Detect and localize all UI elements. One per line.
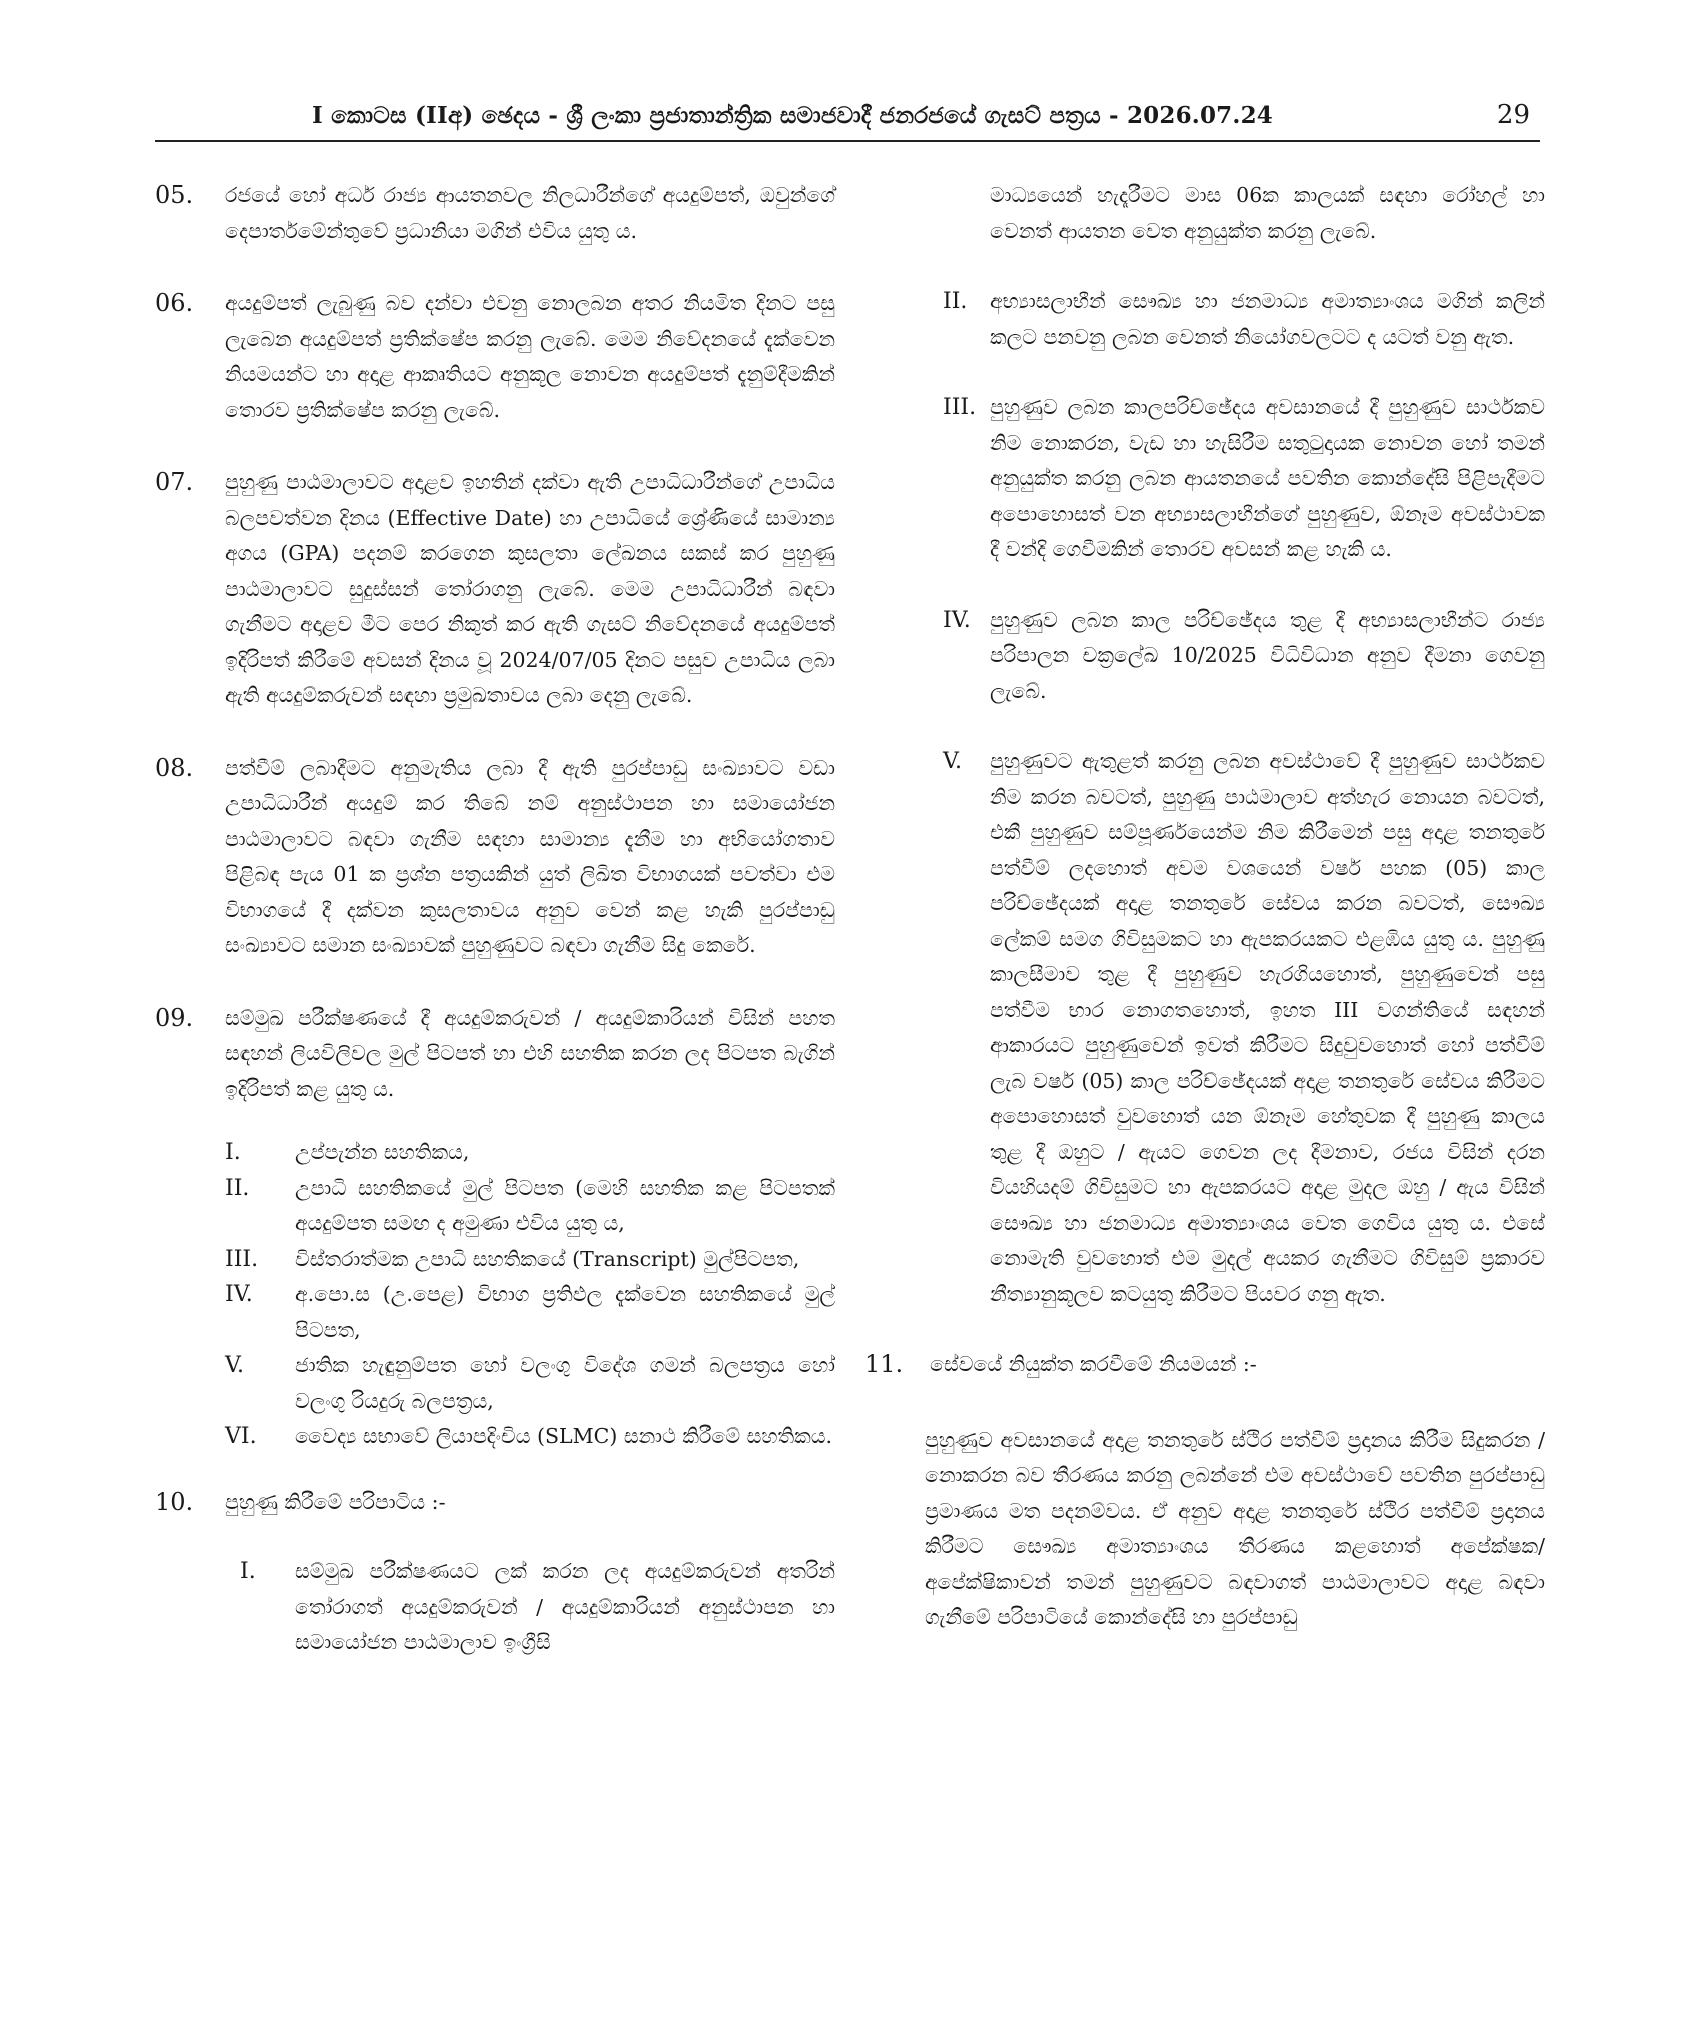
list-item-number: V. [225,1353,245,1378]
list-item-text: වෛද්‍ය සභාවේ ලියාපදිංචිය (SLMC) සනාථ කිරීමේ සහතිකය. [295,1424,833,1448]
clause-11 [865,1347,1545,1636]
clause-heading: පුහුණු කිරීමේ පරිපාටිය :- [225,1489,446,1514]
gazette-header-title: I කොටස (IIඅ) ඡෙදය - ශ්‍රී ලංකා ප්‍රජාතාන්ත්‍රික සමාජවාදී ජනරජයේ ගැසට් පත්‍රය - 2026.07.24 [311,102,1274,129]
list-item [225,1348,835,1419]
list-item-number: I. [240,1559,256,1584]
list-item-number: V. [943,749,963,774]
clause-07 [155,465,835,714]
list-item-number: III. [943,395,977,420]
page-header [155,100,1540,142]
list-item-text: විස්තරාත්මක උපාධි සහතිකයේ (Transcript) මුල්පිටපත, [295,1246,800,1271]
list-item-number: III. [225,1246,259,1272]
list-item-number: I. [225,1140,241,1165]
list-item-number: IV. [943,607,971,633]
right-column [865,178,1545,1673]
list-item-text: සම්මුඛ පරීක්ෂණයට ලක් කරන ලද අයදුම්කරුවන් අතරින් තෝරාගත් අයදුම්කරුවන් / අයදුම්කාරියන් අනුස්ථාපන හා සමායෝජන පාඨමාලාව ඉංග්‍රීසි [295,1559,835,1654]
clause-number: 08. [155,753,194,782]
left-column [155,178,835,1698]
clause-number: 10. [155,1487,194,1516]
list-item-text: අභ්‍යාසලාභීන් සෞඛ්‍ය හා ජනමාධ්‍ය අමාත්‍යාංශය මගින් කලින් කලට පනවනු ලබන වෙනත් නියෝගවලටට ද යටත් වනු ඇත. [990,289,1545,349]
clause-10-continued: මාධ්‍යයෙන් හැදෑරීමට මාස 06ක කාලයක් සඳහා රෝහල් හා වෙනත් ආයතන වෙත අනුයුක්ත කරනු ලැබේ. [990,183,1545,243]
clause-text: පුහුණු පාඨමාලාවට අදාළව ඉහතින් දක්වා ඇති උපාධිධාරීන්ගේ උපාධිය බලපවත්වන දිනය (Effective Date) හා උපාධියේ ශ්‍රේණියේ සාමාන්‍ය අගය (GPA) පදනම් කරගෙන කුසලතා ලේඛනය සකස් කර පුහුණු පාඨමාලාවට සුදුස්සන් තෝරාගනු ලැබේ. මෙම උපාධිධාරීන් බඳවා ගැනීමට අදාළව මීට පෙර නිකුත් කර ඇති ගැසට් නිවේදනයේ අයදුම්පත් ඉදිරිපත් කිරීමේ අවසන් දිනය වූ 2024/07/05 දිනට පසුව උපාධිය ලබා ඇති අයදුම්කරුවන් සඳහා ප්‍රමුඛතාවය ලබා දෙනු ලැබේ. [225,470,835,707]
clause-number: 07. [155,468,194,496]
list-item [225,1171,835,1242]
clause-number: 11. [865,1350,904,1378]
clause-08 [155,751,835,964]
clause-05 [155,178,835,249]
clause-text: රජයේ හෝ අර්ධ රාජ්‍ය ආයතනවල නිලධාරීන්ගේ අයදුම්පත්, ඔවුන්ගේ දෙපාර්තමේන්තුවේ ප්‍රධානියා මගින් එවිය යුතු ය. [225,183,835,243]
clause-06 [155,286,835,428]
list-item-text: පුහුණුව ලබන කාලපරිච්ඡේදය අවසානයේ දී පුහුණුව සාර්ථකව නිම නොකරන, වැඩ හා හැසිරීම සතුටුදායක නොවන හෝ තමන් අනුයුක්ත කරනු ලබන ආයතනයේ පවතින කොන්දේසි පිළිපැදීමට අපොහොසත් වන අභ්‍යාසලාභීන්ගේ පුහුණුව, ඕනෑම අවස්ථාවක දී වන්දි ගෙවීමකින් තොරව අවසන් කළ හැකි ය. [990,395,1545,561]
list-item-number: IV. [225,1282,253,1307]
clause-heading: සේවයේ නියුක්ත කරවීමේ නියමයන් :- [930,1352,1257,1376]
clause-number: 06. [155,289,194,317]
list-item-number: VI. [225,1424,257,1449]
list-item [865,744,1545,1312]
list-item [225,1554,835,1661]
page-number: 29 [1496,100,1530,130]
clause-text: අයදුම්පත් ලැබුණු බව දන්වා එවනු නොලබන අතර නියමිත දිනට පසු ලැබෙන අයදුම්පත් ප්‍රතික්ෂේප කරනු ලැබේ. මෙම නිවේදනයේ දැක්වෙන නියමයන්ට හා අදාළ ආකෘතියට අනුකූල නොවන අයදුම්පත් දැනුම්දීමකින් තොරව ප්‍රතික්ෂේප කරනු ලැබේ. [225,291,835,422]
list-item [865,603,1545,710]
list-item [225,1419,835,1455]
list-item-text: අ.පො.ස (උ.පෙළ) විභාග ප්‍රතිඵල දැක්වෙන සහතිකයේ මුල් පිටපත, [295,1282,835,1342]
list-item-number: II. [225,1175,250,1201]
clause-text: පත්වීම් ලබාදීමට අනුමැතිය ලබා දී ඇති පුරප්පාඩු සංඛ්‍යාවට වඩා උපාධිධාරීන් අයදුම් කර තිබේ නම් අනුස්ථාපන හා සමායෝජන පාඨමාලාවට බඳවා ගැනීම සඳහා සාමාන්‍ය දැනීම හා අභියෝගතාව පිළිබඳ පැය 01 ක ප්‍රශ්න පත්‍රයකින් යුත් ලිඛිත විභාගයක් පවත්වා එම විභාගයේ දී දක්වන කුසලතාවය අනුව වෙන් කළ හැකි පුරප්පාඩු සංඛ්‍යාවට සමාන සංඛ්‍යාවක් පුහුණුවට බඳවා ගැනීම සිදු කෙරේ. [225,755,835,957]
clause-10 [155,1485,835,1661]
clause-09 [155,1001,835,1455]
clause-text: පුහුණුව අවසානයේ අදාළ තනතුරේ ස්ථිර පත්වීම් ප්‍රදානය කිරීම සිදුකරන / නොකරන බව තීරණය කරනු ලබන්නේ එම අවස්ථාවේ පවතින පුරප්පාඩු ප්‍රමාණය මත පදනම්වය. ඒ අනුව අදාළ තනතුරේ ස්ථිර පත්වීම් ප්‍රදානය කිරීමට සෞඛ්‍ය අමාත්‍යාංශය තීරණය කළහොත් අපේක්ෂක/ අපේක්ෂිකාවන් තමන් පුහුණුවට බඳවාගත් පාඨමාලාවට අදාළ බඳවා ගැනීමේ පරිපාටියේ කොන්දේසි හා පුරප්පාඩු [925,1427,1545,1629]
list-item [865,284,1545,355]
list-item [225,1135,835,1171]
list-item-text: පුහුණුව ලබන කාල පරිච්ඡේදය තුළ දී අභ්‍යාසලාභීන්ට රාජ්‍ය පරිපාලන චක්‍රලේඛ 10/2025 විධිවිධාන අනුව දීමනා ගෙවනු ලැබේ. [990,607,1545,703]
clause-number: 05. [155,181,194,209]
document-list [225,1135,835,1455]
clause-text: සම්මුඛ පරීක්ෂණයේ දී අයදුම්කරුවන් / අයදුම්කාරියන් විසින් පහත සඳහන් ලියවිලිවල මුල් පිටපත් හා එහි සහතික කරන ලද පිටපත බැගින් ඉදිරිපත් කළ යුතු ය. [225,1005,835,1101]
list-item-number: II. [943,289,968,314]
list-item-text: ජාතික හැඳුනුම්පත හෝ වලංගු විදේශ ගමන් බලපත්‍රය හෝ වලංගු රියදුරු බලපත්‍රය, [295,1353,835,1413]
list-item-text: උප්පැන්න සහතිකය, [295,1140,470,1164]
list-item-text: පුහුණුවට ඇතුළත් කරනු ලබන අවස්ථාවේ දී පුහුණුව සාර්ථකව නිම කරන බවටත්, පුහුණු පාඨමාලාව අත්හැර නොයන බවටත්, එකී පුහුණුව සම්පූර්ණයෙන්ම නිම කිරීමෙන් පසු අදාළ තනතුරේ පත්වීම් ලදහොත් අවම වශයෙන් වර්ෂ පහක (05) කාල පරිච්ඡේදයක් අදාළ තනතුරේ සේවය කරන බවටත්, සෞඛ්‍ය ලේකම් සමග ගිවිසුමකට හා ඇපකරයකට එළඹිය යුතු ය. පුහුණු කාලසීමාව තුළ දී පුහුණුව හැරගියහොත්, පුහුණුවෙන් පසු පත්වීම භාර නොගතහොත්, ඉහත III වගන්තියේ සඳහන් ආකාරයට පුහුණුවෙන් ඉවත් කිරීමට සිදුවුවහොත් හෝ පත්වීම් ලැබ වර්ෂ (05) කාල පරිච්ඡේදයක් අදාළ තනතුරේ සේවය කිරීමට අපොහොසත් වුවහොත් යන ඕනෑම හේතුවක දී පුහුණු කාලය තුළ දී ඔහුට / ඇයට ගෙවන ලද දීමනාව, රජය විසින් දරන වියහියදම් ගිවිසුමට හා ඇපකරයට අදාළ මුදල ඔහු / ඇය විසින් සෞඛ්‍ය හා ජනමාධ්‍ය අමාත්‍යාංශය වෙත ගෙවිය යුතු ය. එසේ නොමැති වුවහොත් එම මුදල් අයකර ගැනීමට ගිවිසුම් ප්‍රකාරව නීත්‍යානුකූලව කටයුතු කිරීමට පියවර ගනු ඇත. [990,749,1545,1306]
clause-number: 09. [155,1003,194,1032]
list-item [865,390,1545,568]
list-item [225,1242,835,1278]
list-item [225,1277,835,1348]
list-item-text: උපාධි සහතිකයේ මුල් පිටපත (මෙහි සහතික කළ පිටපතක් අයදුම්පත සමඟ ද අමුණා එවිය යුතු ය, [295,1175,835,1235]
